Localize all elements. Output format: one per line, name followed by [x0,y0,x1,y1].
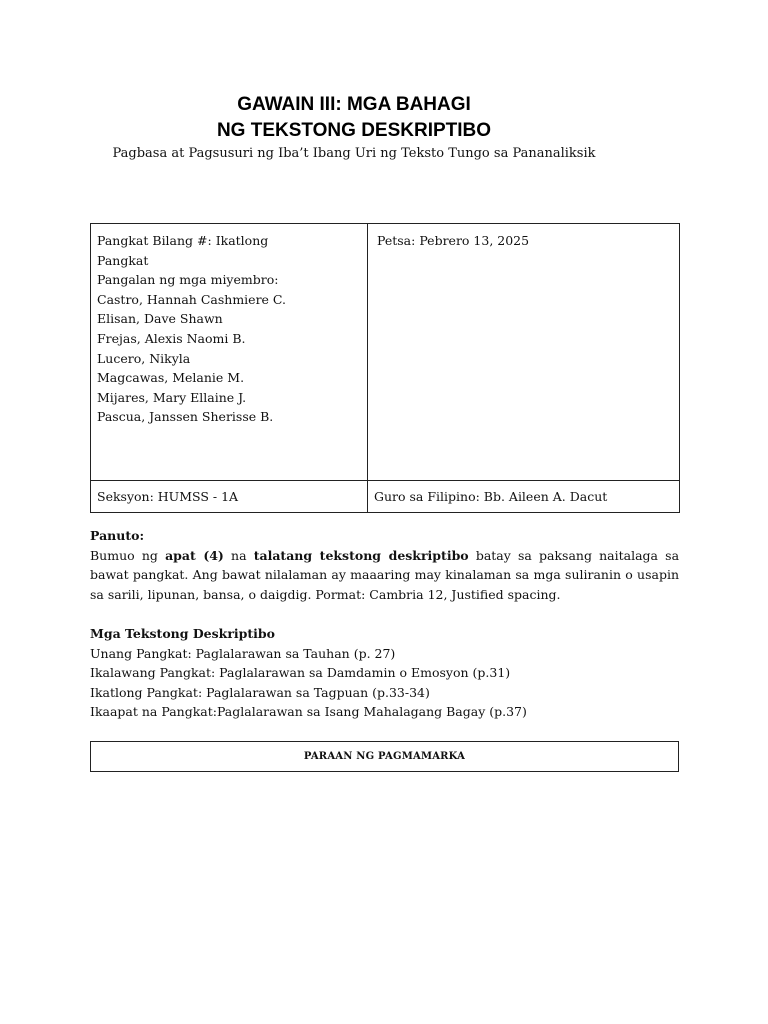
member-name: Magcawas, Melanie M. [97,370,245,386]
date-cell [368,224,680,481]
document-title-line2: NG TEKSTONG DESKRIPTIBO [216,120,492,141]
members-label: Pangalan ng mga miyembro: [97,272,279,288]
group-number-label-cont: Pangkat [97,252,149,268]
member-name: Elisan, Dave Shawn [97,311,223,327]
date-text: Petsa: Pebrero 13, 2025 [377,233,530,248]
section-text: Seksyon: HUMSS - 1A [97,488,239,504]
list-item: Ikalawang Pangkat: Paglalarawan sa Damdamin o Emosyon (p.31) [90,665,511,681]
member-name: Pascua, Janssen Sherisse B. [97,409,274,425]
list-item: Ikatlong Pangkat: Paglalarawan sa Tagpuan (p.33-34) [90,684,430,700]
descriptive-texts-heading: Mga Tekstong Deskriptibo [90,626,276,641]
list-item: Ikaapat na Pangkat:Paglalarawan sa Isang Mahalagang Bagay (p.37) [90,704,527,720]
descriptive-texts-section [90,624,679,722]
member-name: Castro, Hannah Cashmiere C. [97,291,287,307]
list-item: Unang Pangkat: Paglalarawan sa Tauhan (p. 27) [90,645,396,661]
group-number-label: Pangkat Bilang #: Ikatlong [97,233,269,248]
member-name: Frejas, Alexis Naomi B. [97,330,246,346]
document-subtitle: Pagbasa at Pagsusuri ng Iba’t Ibang Uri ng Teksto Tungo sa Pananaliksik [112,146,596,161]
member-name: Lucero, Nikyla [97,350,191,366]
section-cell [91,481,368,513]
instructions-section [90,526,679,604]
document-title-line1: GAWAIN III: MGA BAHAGI [237,94,471,115]
instructions-paragraph: Bumuo ng apat (4) na talatang tekstong deskriptibo batay sa paksang naitalaga sa bawat pangkat. Ang bawat nilalaman ay maaaring may kinalaman sa mga suliranin o usapin sa sarili, lipunan, bansa, o daigdig. Pormat: Cambria 12, Justified spacing. [90,547,680,602]
teacher-cell [368,481,680,513]
member-name: Mijares, Mary Ellaine J. [97,389,247,405]
group-members-cell [91,224,368,481]
instructions-heading: Panuto: [90,528,145,543]
group-info-table [90,223,680,513]
grading-header-box [90,741,679,772]
grading-heading: PARAAN NG PAGMAMARKA [303,751,466,762]
teacher-text: Guro sa Filipino: Bb. Aileen A. Dacut [374,488,608,504]
